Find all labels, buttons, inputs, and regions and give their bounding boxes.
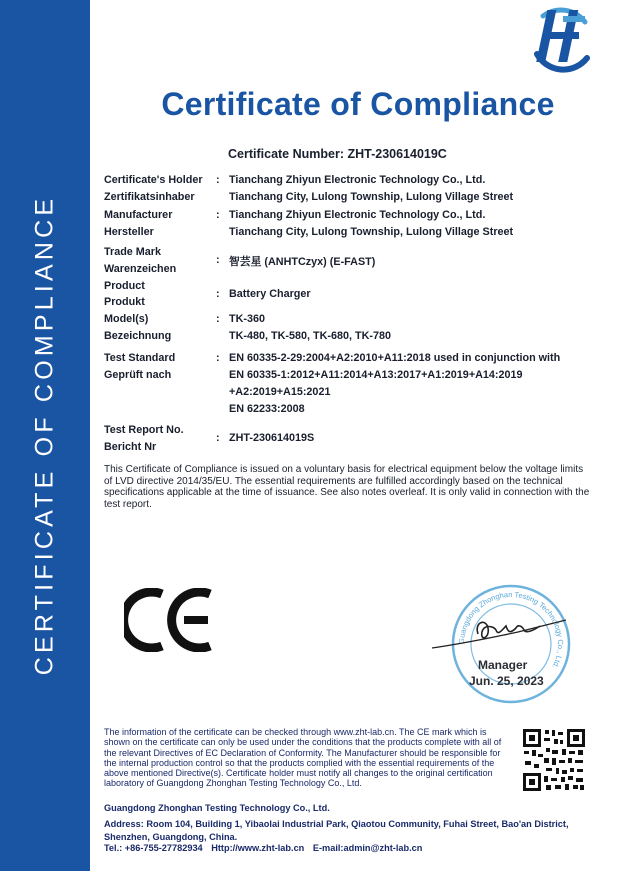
field-label: Model(s) <box>104 313 149 325</box>
field-value: Tianchang City, Lulong Township, Lulong Village Street <box>229 226 514 238</box>
lab-tel: Tel.: +86-755-27782934 <box>104 843 203 853</box>
field-value: 智芸星 (ANHTCzyx) (E-FAST) <box>229 256 376 268</box>
field-value: Tianchang City, Lulong Township, Lulong Village Street <box>229 191 514 203</box>
field-value: EN 60335-2-29:2004+A2:2010+A11:2018 used in conjunction with <box>229 352 561 364</box>
field-separator: : <box>216 352 220 364</box>
field-value: TK-480, TK-580, TK-680, TK-780 <box>229 330 392 342</box>
field-value: EN 62233:2008 <box>229 403 305 415</box>
issue-date: Jun. 25, 2023 <box>469 674 544 688</box>
field-separator: : <box>216 288 220 300</box>
field-label: Certificate's Holder <box>104 174 203 186</box>
field-separator: : <box>216 313 220 325</box>
field-label: Bezeichnung <box>104 330 172 342</box>
field-label: Produkt <box>104 296 145 308</box>
signature-icon <box>430 608 570 656</box>
field-value: EN 60335-1:2012+A11:2014+A13:2017+A1:2019+A14:2019 <box>229 369 523 381</box>
field-value: Tianchang Zhiyun Electronic Technology Co., Ltd. <box>229 209 486 221</box>
field-label: Test Report No. <box>104 424 184 436</box>
field-label: Bericht Nr <box>104 441 157 453</box>
field-label: Manufacturer <box>104 209 173 221</box>
field-separator: : <box>216 209 220 221</box>
zht-logo-icon <box>525 2 600 74</box>
field-label: Hersteller <box>104 226 154 238</box>
ce-mark-icon <box>124 588 216 652</box>
page-title: Certificate of Compliance <box>161 86 555 122</box>
signatory-title: Manager <box>478 658 528 672</box>
field-separator: : <box>216 432 220 444</box>
field-label: Warenzeichen <box>104 263 177 275</box>
field-label: Zertifikatsinhaber <box>104 191 195 203</box>
field-separator: : <box>216 254 220 266</box>
field-value: Tianchang Zhiyun Electronic Technology Co., Ltd. <box>229 174 486 186</box>
field-label: Geprüft nach <box>104 369 172 381</box>
field-value: TK-360 <box>229 313 266 325</box>
stamp-ring-text: Guangdong Zhonghan Testing Technology Co., Ltd. <box>456 589 566 671</box>
certificate-number: Certificate Number: ZHT-230614019C <box>228 147 447 161</box>
field-label: Product <box>104 280 145 292</box>
field-value: ZHT-230614019S <box>229 432 315 444</box>
lab-contact <box>104 843 428 853</box>
lab-name: Guangdong Zhonghan Testing Technology Co., Ltd. <box>104 803 330 813</box>
field-label: Test Standard <box>104 352 176 364</box>
lab-website-link[interactable]: Http://www.zht-lab.cn <box>211 843 305 853</box>
field-value: Battery Charger <box>229 288 311 300</box>
field-label: Trade Mark <box>104 246 162 258</box>
qr-code-icon <box>522 728 586 792</box>
compliance-statement: This Certificate of Compliance is issued on a voluntary basis for electrical equipment below the voltage limits of LVD directive 2014/35/EU. The essential requirements are fulfilled accordingly based on the technical specifications applicable at the time of issuance. See also notes overleaf. It is only valid in connection with the test report. <box>104 464 590 510</box>
field-value: +A2:2019+A15:2021 <box>229 386 331 398</box>
lab-address: Address: Room 104, Building 1, Yibaolai Industrial Park, Qiaotou Community, Fuhai Street, Bao'an District, Shenzhen, Guangdong, China. <box>104 819 569 842</box>
field-separator: : <box>216 174 220 186</box>
certificate-footnote: The information of the certificate can be checked through www.zht-lab.cn. The CE mark which is shown on the certificate can only be used under the conditions that the products complete with all of the relevant Directives of EC Declaration of Conformity. The Manufacturer should be responsible for the internal production control so that the products complied with the essential requirements of the above mentioned Directive(s). Certificate holder must notify all changes to the original certification laboratory of Guangdong Zhonghan Testing Technology Co., Ltd. <box>104 727 502 789</box>
lab-email-link[interactable]: E-mail:admin@zht-lab.cn <box>312 843 423 853</box>
side-banner-text: CERTIFICATE OF COMPLIANCE <box>30 194 59 676</box>
